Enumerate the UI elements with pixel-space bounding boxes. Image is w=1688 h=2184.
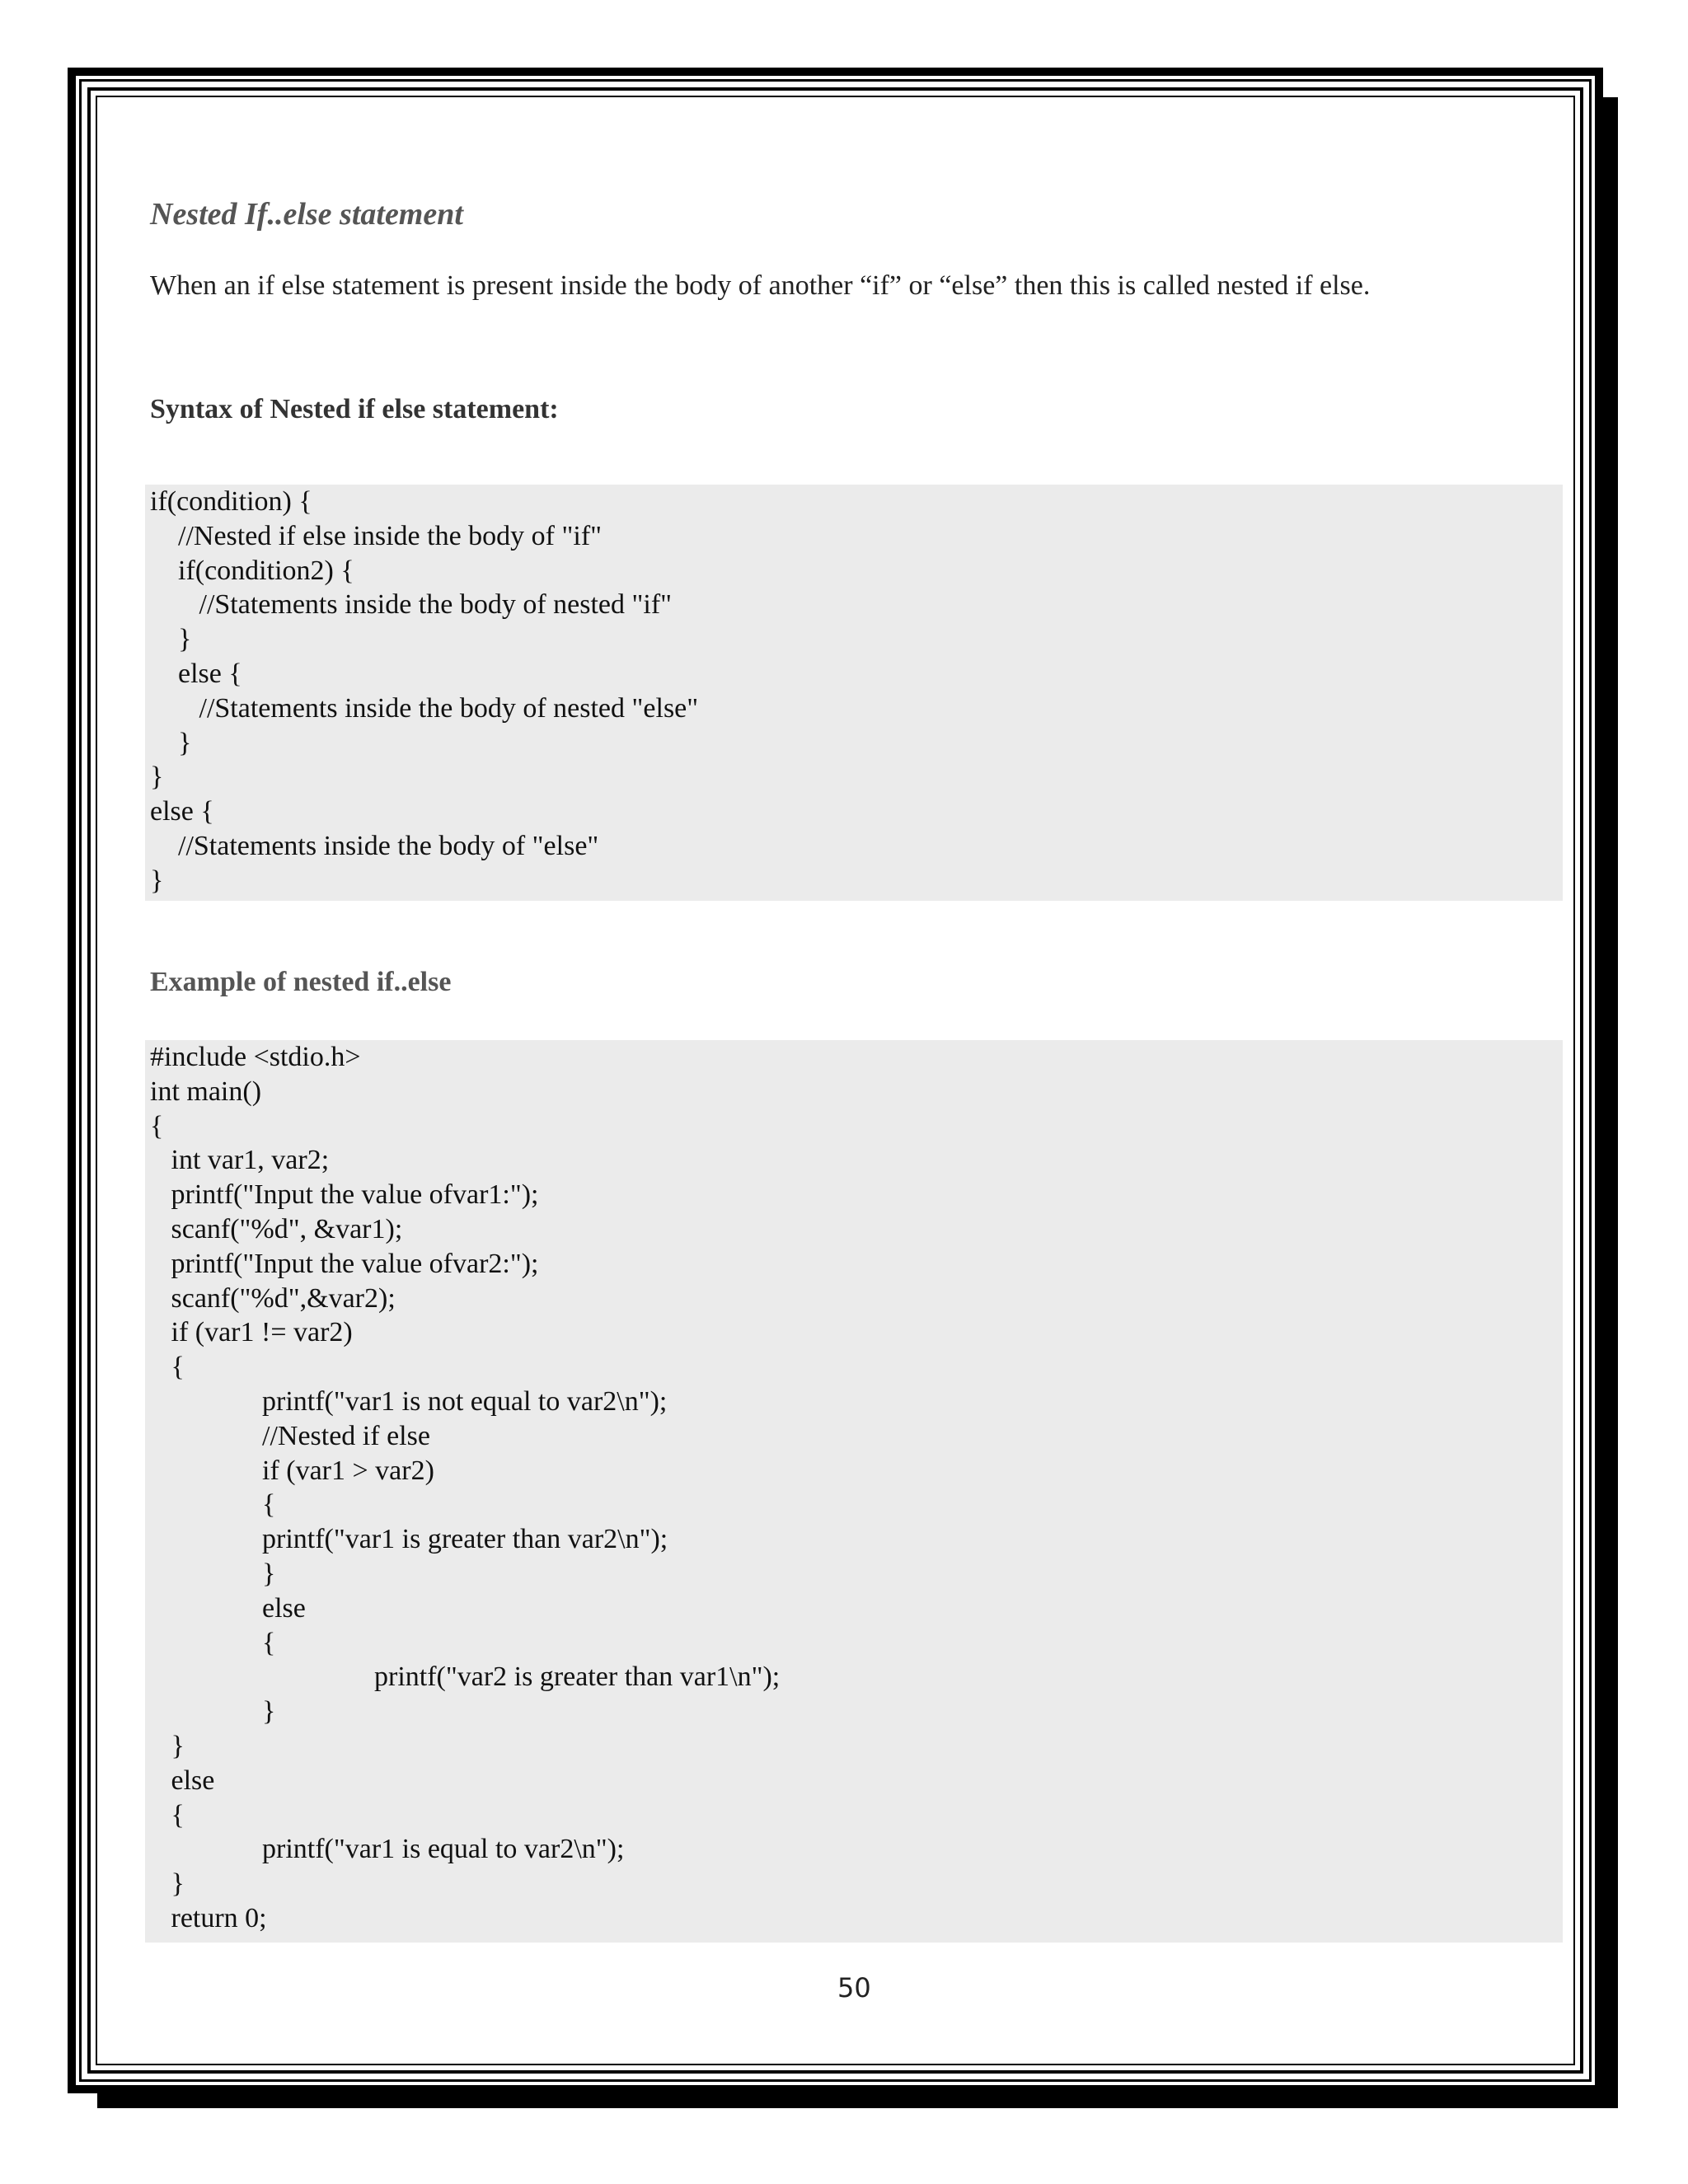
code-line: } [150, 1558, 276, 1589]
code-line: printf("var2 is greater than var1\n"); [150, 1661, 781, 1693]
code-line: printf("var1 is greater than var2\n"); [150, 1524, 668, 1555]
example-heading: Example of nested if..else [150, 967, 452, 997]
code-line: int main() [150, 1076, 262, 1107]
code-line: if(condition2) { [150, 555, 354, 586]
intro-paragraph: When an if else statement is present inside the body of another “if” or “else” then this is called nested if else. [150, 270, 1371, 301]
code-line: { [150, 1489, 276, 1521]
code-line: { [150, 1627, 276, 1658]
syntax-code-block [145, 485, 1563, 901]
code-line: if (var1 > var2) [150, 1455, 434, 1486]
code-line: printf("var1 is not equal to var2\n"); [150, 1385, 668, 1417]
page-border-shadow-right [1603, 97, 1618, 2108]
code-line: { [150, 1799, 185, 1830]
code-line: else { [150, 796, 214, 827]
code-line: scanf("%d", &var1); [150, 1213, 403, 1244]
code-line: printf("Input the value ofvar2:"); [150, 1248, 539, 1279]
code-line: } [150, 1696, 276, 1727]
code-line: } [150, 1730, 185, 1761]
code-line: } [150, 762, 164, 793]
code-line: #include <stdio.h> [150, 1042, 361, 1072]
page-number: 50 [837, 1972, 871, 2004]
code-line: return 0; [150, 1902, 267, 1933]
code-line: } [150, 624, 192, 655]
page-border-shadow-bottom [97, 2093, 1618, 2108]
code-line: { [150, 1110, 164, 1141]
code-line: else [150, 1765, 215, 1796]
code-line: } [150, 865, 164, 896]
code-line: int var1, var2; [150, 1145, 330, 1176]
code-line: } [150, 1868, 185, 1900]
code-line: //Nested if else [150, 1420, 430, 1451]
code-line: //Statements inside the body of "else" [150, 830, 599, 861]
code-line: else [150, 1592, 306, 1624]
code-line: //Statements inside the body of nested "else" [150, 692, 699, 724]
syntax-heading: Syntax of Nested if else statement: [150, 394, 559, 424]
code-line: printf("Input the value ofvar1:"); [150, 1179, 539, 1211]
code-line: scanf("%d",&var2); [150, 1282, 396, 1314]
section-title: Nested If..else statement [150, 197, 463, 232]
code-line: { [150, 1352, 185, 1383]
code-line: else { [150, 658, 242, 689]
code-line: } [150, 727, 192, 758]
code-line: //Nested if else inside the body of "if" [150, 520, 603, 551]
example-code-block [145, 1040, 1563, 1943]
code-line: if (var1 != var2) [150, 1317, 353, 1348]
code-line: printf("var1 is equal to var2\n"); [150, 1834, 625, 1865]
code-line: //Statements inside the body of nested "if" [150, 589, 673, 621]
code-line: if(condition) { [150, 486, 312, 517]
